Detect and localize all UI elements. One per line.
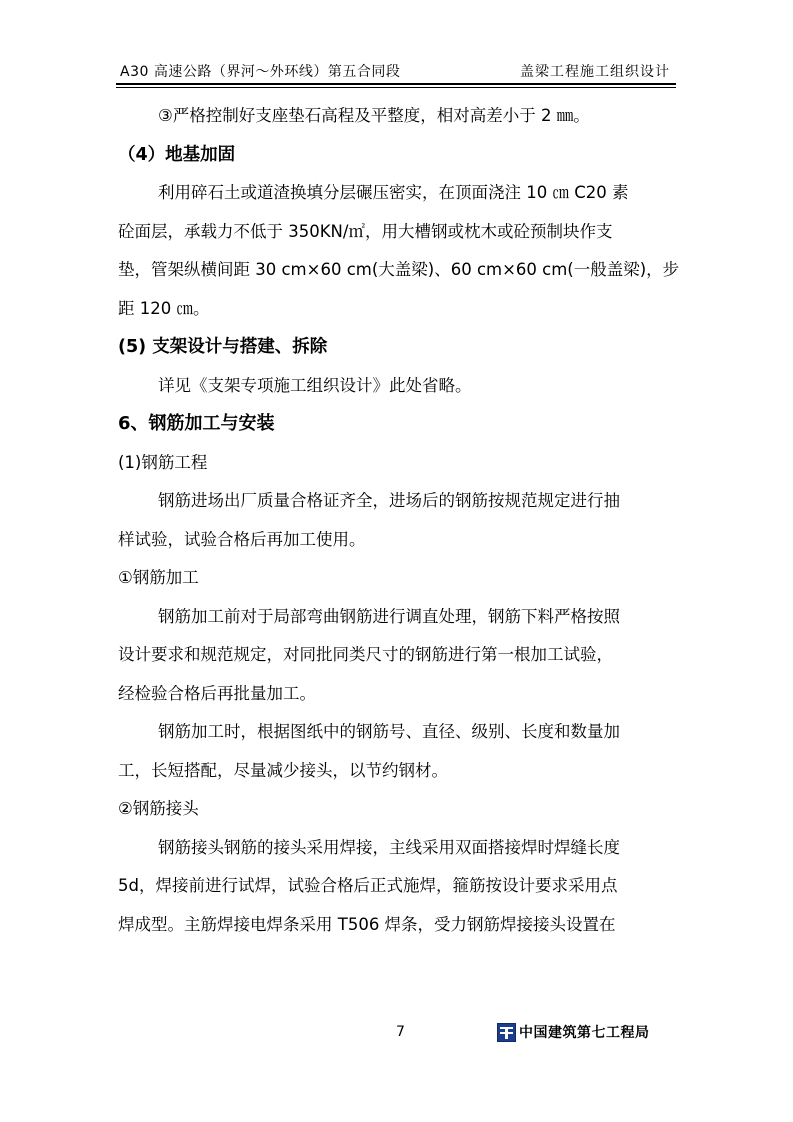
section-heading: （4）地基加固 [118,144,236,165]
paragraph-line: 垫，管架纵横间距 30 cm×60 cm(大盖梁)、60 cm×60 cm(一般盖梁)，步 [118,260,680,279]
header-document-title: 盖梁工程施工组织设计 [520,64,670,80]
header-rule [116,87,676,88]
section-heading: 6、钢筋加工与安装 [118,413,275,434]
paragraph-line: 钢筋接头钢筋的接头采用焊接，主线采用双面搭接焊时焊缝长度 [158,837,620,857]
paragraph-line: 利用碎石土或道渣换填分层碾压密实，在顶面浇注 10 ㎝ C20 素 [158,183,629,202]
paragraph-line: 钢筋进场出厂质量合格证齐全，进场后的钢筋按规范规定进行抽 [158,491,620,510]
company-name: 中国建筑第七工程局 [519,1025,650,1041]
paragraph-line: ③严格控制好支座垫石高程及平整度，相对高差小于 2 ㎜。 [158,106,590,125]
company-logo-icon [497,1023,516,1042]
paragraph-line: 钢筋加工前对于局部弯曲钢筋进行调直处理，钢筋下料严格按照 [158,606,620,626]
paragraph-line: 设计要求和规范规定，对同批同类尺寸的钢筋进行第一根加工试验， [118,645,613,664]
paragraph-line: 5d，焊接前进行试焊，试验合格后正式施焊，箍筋按设计要求采用点 [118,876,618,895]
footer-company [497,1022,650,1042]
paragraph-line: 钢筋加工时，根据图纸中的钢筋号、直径、级别、长度和数量加 [158,722,620,741]
paragraph-line: 焊成型。主筋焊接电焊条采用 T506 焊条，受力钢筋焊接接头设置在 [118,914,616,934]
subsection-heading: ①钢筋加工 [118,568,199,587]
section-heading: (5) 支架设计与搭建、拆除 [118,337,328,357]
header-project-title: A30 高速公路（界河～外环线）第五合同段 [120,64,401,80]
subsection-heading: ②钢筋接头 [118,799,199,818]
paragraph-line: 经检验合格后再批量加工。 [118,683,316,703]
paragraph-line: 样试验，试验合格后再加工使用。 [118,529,366,549]
page-header [116,55,676,85]
paragraph-line: 距 120 ㎝。 [118,298,210,318]
paragraph-line: 工，长短搭配，尽量减少接头，以节约钢材。 [118,760,448,780]
page-number: 7 [396,1024,405,1040]
subsection-heading: (1)钢筋工程 [118,452,208,472]
paragraph-line: 砼面层，承载力不低于 350KN/㎡，用大槽钢或枕木或砼预制块作支 [118,221,613,241]
paragraph-line: 详见《支架专项施工组织设计》此处省略。 [158,375,472,395]
document-body [118,97,678,944]
